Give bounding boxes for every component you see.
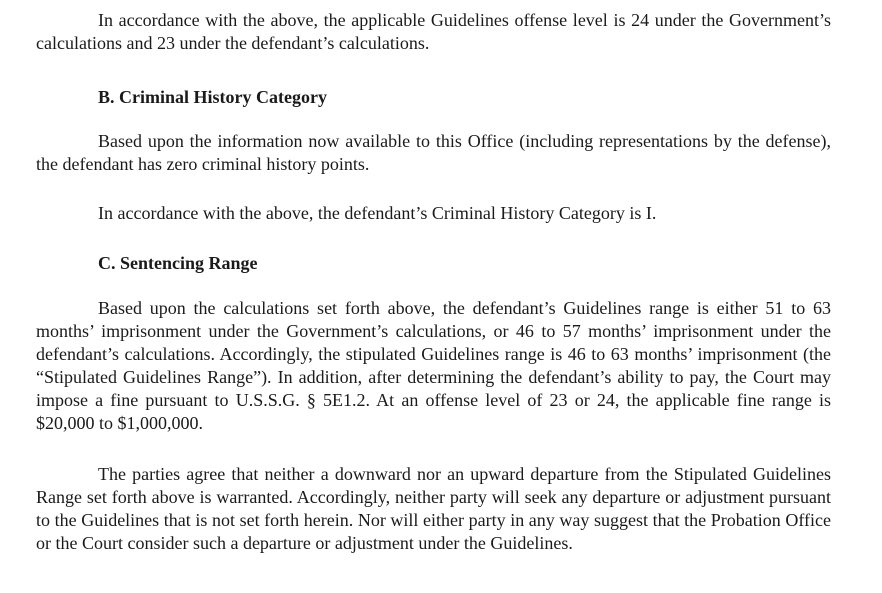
section-c-heading: C. Sentencing Range bbox=[98, 253, 258, 273]
paragraph-criminal-history-points: Based upon the information now available to this Office (including representations by the defense), the defendant has zero criminal history points. bbox=[36, 131, 831, 174]
paragraph-offense-level: In accordance with the above, the applicable Guidelines offense level is 24 under the Government’s calculations and 23 under the defendant’s calculations. bbox=[36, 10, 831, 53]
paragraph-criminal-history-category: In accordance with the above, the defendant’s Criminal History Category is I. bbox=[98, 203, 657, 223]
section-b-heading: B. Criminal History Category bbox=[98, 87, 327, 107]
paragraph-sentencing-range: Based upon the calculations set forth above, the defendant’s Guidelines range is either 51 to 63 months’ imprisonment under the Government’s calculations, or 46 to 57 months’ imprisonment under the defendant’s calculations. Accordingly, the stipulated Guidelines range is 46 to 63 months’ imprisonment (the “Stipulated Guidelines Range”). In addition, after determining the defendant’s ability to pay, the Court may impose a fine pursuant to U.S.S.G. § 5E1.2. At an offense level of 23 or 24, the applicable fine range is $20,000 to $1,000,000. bbox=[36, 298, 831, 433]
paragraph-departure: The parties agree that neither a downward nor an upward departure from the Stipulated Guidelines Range set forth above is warranted. Accordingly, neither party will seek any departure or adjustment pursuant to the Guidelines that is not set forth herein. Nor will either party in any way suggest that the Probation Office or the Court consider such a departure or adjustment under the Guidelines. bbox=[36, 464, 831, 553]
